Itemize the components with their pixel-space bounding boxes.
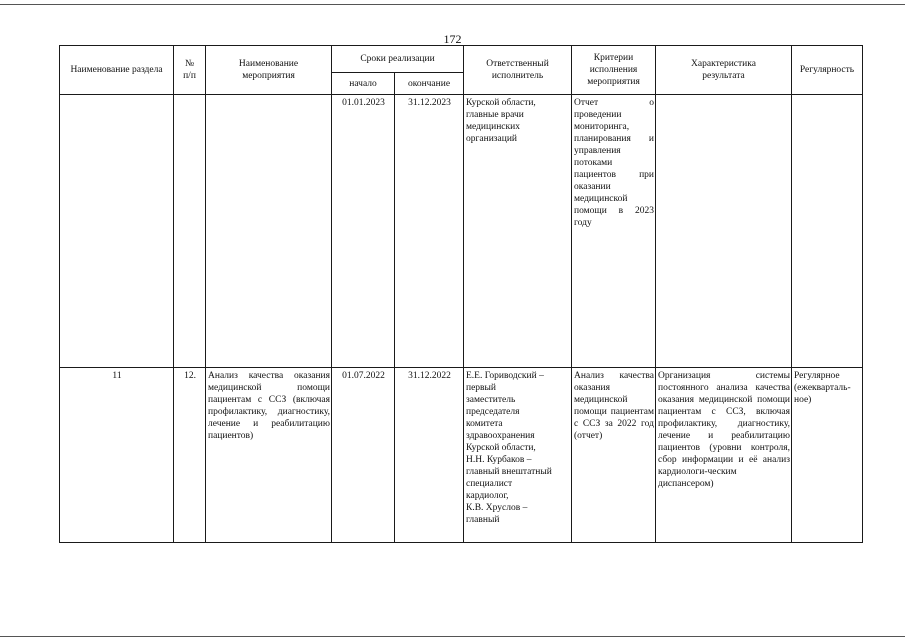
page-number: 172 [443,32,462,46]
cell-activity: Анализ качества оказания медицинской помощи пациентам с ССЗ (включая профилактику, диагностику, лечение и реабилитацию пациентов) [206,368,332,543]
cell-section: 11 [60,368,174,543]
header-row-1 [60,46,863,73]
activity-table [59,45,863,543]
cell-start-date: 01.01.2023 [332,95,395,368]
header-result: Характеристика результата [656,46,792,95]
cell-regularity [792,95,863,368]
cell-responsible: Курской области, главные врачи медицинских организаций [464,95,572,368]
header-criteria: Критерии исполнения мероприятия [572,46,656,95]
cell-result: Организация системы постоянного анализа качества оказания медицинской помощи пациентам с ССЗ, включая профилактику, диагностику, лечение и реабилитацию пациентов (уровни контроля, сбор информации и её анализ кардиологи-ческим диспансером) [656,368,792,543]
cell-regularity: Регулярное (ежекварталь-ное) [792,368,863,543]
table-row [60,368,863,543]
cell-number [174,95,206,368]
header-end: окончание [395,73,464,95]
bottom-page-edge-line [0,636,905,637]
cell-criteria: Отчет о проведении мониторинга, планирования и управления потоками пациентов при оказании медицинской помощи в 2023 году [572,95,656,368]
header-terms: Сроки реализации [332,46,464,73]
cell-responsible: Е.Е. Гориводский – первый заместитель председателя комитета здравоохранения Курской области, Н.Н. Курбаков – главный внештатный специалист кардиолог, К.В. Хруслов – главный [464,368,572,543]
header-section: Наименование раздела [60,46,174,95]
cell-activity [206,95,332,368]
table-row [60,95,863,368]
cell-section [60,95,174,368]
cell-start-date: 01.07.2022 [332,368,395,543]
header-number: № п/п [174,46,206,95]
header-activity: Наименование мероприятия [206,46,332,95]
cell-end-date: 31.12.2022 [395,368,464,543]
header-start: начало [332,73,395,95]
header-regularity: Регулярность [792,46,863,95]
top-page-edge-line [0,4,905,5]
cell-number: 12. [174,368,206,543]
header-responsible: Ответственный исполнитель [464,46,572,95]
cell-end-date: 31.12.2023 [395,95,464,368]
cell-criteria: Анализ качества оказания медицинской помощи пациентам с ССЗ за 2022 год (отчет) [572,368,656,543]
cell-result [656,95,792,368]
